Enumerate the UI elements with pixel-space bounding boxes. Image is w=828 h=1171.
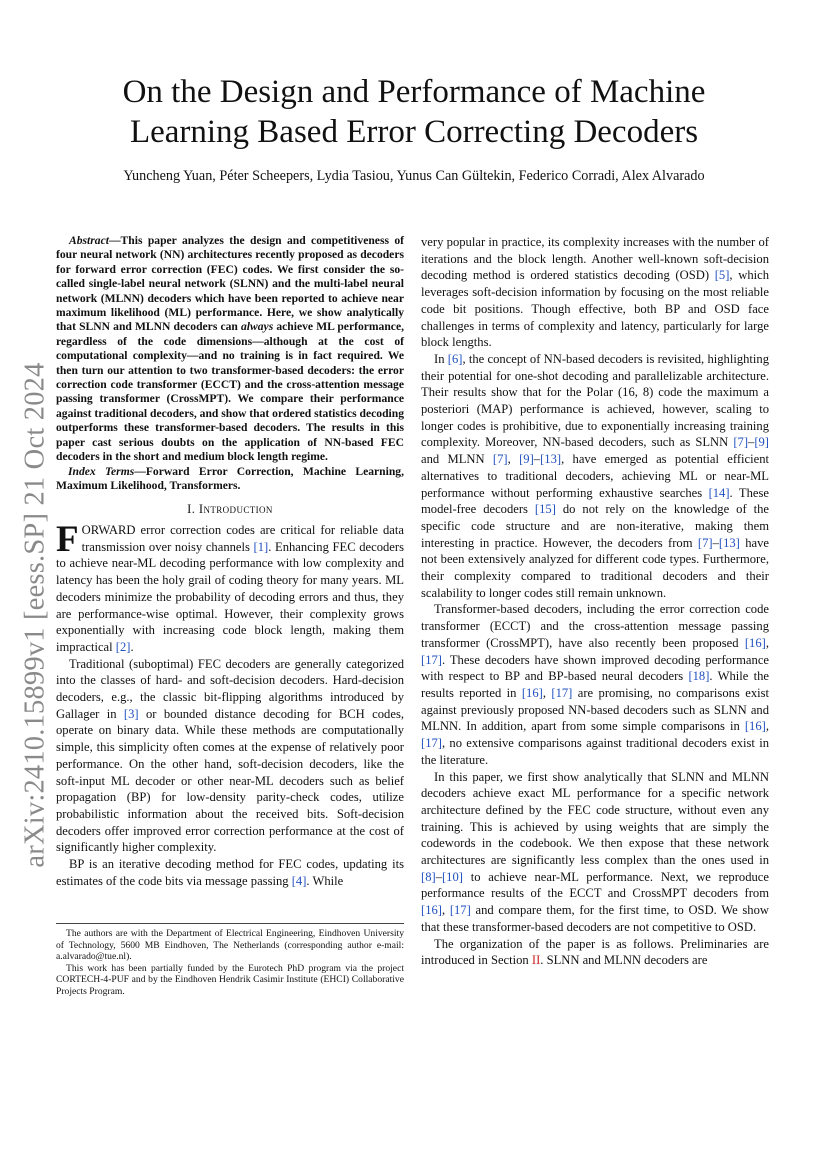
intro-paragraph-3: BP is an iterative decoding method for FEC codes, updating its estimates of the code bits via message passing [4]. While (56, 857, 404, 888)
citation-link[interactable]: [17] (421, 652, 442, 667)
citation-link[interactable]: [7] (733, 435, 749, 450)
intro-paragraph-1-text: ORWARD error correction codes are critical for reliable data transmission over noisy channels [1]. Enhancing FEC decoders to achieve near-ML decoding performance with low complexity and latency has been the holy grail of coding theory for many years. ML decoders minimize the probability of decoding errors and thus, they are performance-wise optimal. However, their complexity grows exponentially with increasing code block length, making them impractical [2]. (56, 523, 404, 654)
index-terms (56, 465, 404, 494)
citation-link[interactable]: [13] (718, 535, 740, 550)
citation-link[interactable]: [9] (754, 435, 769, 450)
citation-link[interactable]: [9] (519, 452, 534, 467)
citation-link[interactable]: [16] (521, 685, 543, 700)
right-column (421, 234, 769, 969)
arxiv-id-text: arXiv:2410.15899v1 [eess.SP] 21 Oct 2024 (20, 362, 51, 868)
right-paragraph-5 (421, 936, 769, 969)
intro-paragraph-2: Traditional (suboptimal) FEC decoders are generally categorized into the classes of hard- and soft-decision decoders. Hard-decision decoders, e.g., the classic bit-flipping algorithms introduced by Gallager in [3] or bounded distance decoding for BCH codes, operate on binary data. While these methods are computationally simple, this simplicity often comes at the expense of relatively poor performance. On the other hand, soft-decision decoders, like the soft-input ML decoder or other near-ML decoders such as belief propagation (BP) for low-density parity-check codes, utilize probabilistic information about the received bits. Soft-decision decoders offer improved error correction performance at the cost of significantly higher complexity. (56, 656, 404, 855)
citation-link[interactable]: [8] (421, 869, 436, 884)
footnote-funding: This work has been partially funded by the Eurotech PhD program via the project CORTECH-4-PUF and by the Eindhoven Hendrik Casimir Institute (EHCI) Collaborative Projects Program. (56, 962, 404, 997)
right-paragraph-4: In this paper, we first show analytically that SLNN and MLNN decoders achieve exact ML performance for a specific network architecture defined by the FEC code structure, without even any training. This is achieved by using weights that are simply the codewords in the codebook. We then expose that these network architectures are significantly less complex than the ones used in [8]–[10] to achieve near-ML performance. Next, we reproduce performance results of the ECCT and CrossMPT decoders from [16], [17] and compare them, for the first time, to OSD. We show that these transformer-based decoders are not competitive to OSD. (421, 769, 769, 934)
citation-link[interactable]: [15] (534, 502, 556, 517)
index-terms-text: —Forward Error Correction, Machine Learning, Maximum Likelihood, Transformers. (56, 464, 404, 492)
footnote-affiliation: The authors are with the Department of Electrical Engineering, Eindhoven University of Technology, 5600 MB Eindhoven, The Netherlands (corresponding author e-mail: a.alvarado@tue.nl). (56, 928, 404, 963)
citation-link[interactable]: [17] (421, 736, 442, 751)
arxiv-identifier (20, 360, 52, 870)
citation-link[interactable]: [17] (449, 903, 471, 918)
citation-link[interactable]: [14] (708, 485, 730, 500)
right-paragraph-1: very popular in practice, its complexity increases with the number of iterations and the block length. Another well-known soft-decision decoding method is ordered statistics decoding (OSD) [5], which leverages soft-decision information by focusing on the most reliable code bit positions. Though effective, both BP and OSD face challenges in terms of complexity and latency, particularly for large block lengths. (421, 235, 769, 350)
abstract (56, 234, 404, 465)
citation-link[interactable]: [16] (744, 635, 766, 650)
section-reference-link[interactable]: II (531, 953, 541, 968)
citation-link[interactable]: [5] (714, 268, 730, 283)
footnotes (56, 923, 404, 998)
citation-link[interactable]: [7] (492, 452, 508, 467)
left-column (56, 234, 404, 889)
citation-link[interactable]: [7] (697, 535, 713, 550)
citation-link[interactable]: [4] (291, 873, 307, 888)
abstract-label: Abstract (69, 234, 109, 247)
abstract-emphasis: always (241, 320, 274, 334)
citation-link[interactable]: [2] (115, 639, 131, 654)
abstract-text-2: achieve ML performance, regardless of the code dimensions—although at the cost of computational complexity—and no training is in fact required. We then turn our attention to two transformer-based decoders: the error correction code transformer (ECCT) and the cross-attention message passing transformer (CrossMPT). We compare their performance against traditional decoders, and show that ordered statistics decoding outperforms these transformer-based decoders. The results in this paper cast serious doubts on the application of NN-based FEC decoders in the short and medium block length regime. (56, 320, 404, 464)
citation-link[interactable]: [17] (551, 685, 573, 700)
drop-cap: F (56, 519, 79, 561)
citation-link[interactable]: [18] (688, 669, 710, 684)
citation-link[interactable]: [16] (744, 719, 766, 734)
right-paragraph-2: In [6], the concept of NN-based decoders is revisited, highlighting their potential for one-shot decoding and parallelizable architecture. Their results show that for the Polar (16, 8) code the maximum a posteriori (MAP) performance is achieved, however, scaling to longer codes is prohibitive, due to exponentially increasing training complexity. Moreover, NN-based decoders, such as SLNN [7]–[9] and MLNN [7], [9]–[13], have emerged as potential efficient alternatives to traditional decoders, achieving ML or near-ML performance without performing exhaustive searches [14]. These model-free decoders [15] do not rely on the knowledge of the specific code structure and are non-iterative, making them interesting in practice. However, the decoders from [7]–[13] have not been extensively analyzed for different code types. Furthermore, their complexity compared to traditional decoders and their scalability to longer codes still remain unknown. (421, 351, 770, 600)
citation-link[interactable]: [13] (540, 452, 562, 467)
citation-link[interactable]: [16] (421, 903, 442, 918)
right-paragraph-5-text-a: The organization of the paper is as follows. Preliminaries are introduced in Section (421, 936, 769, 968)
right-paragraph-3: Transformer-based decoders, including the error correction code transformer (ECCT) and the cross-attention message passing transformer (CrossMPT), have also recently been proposed [16], [17]. These decoders have shown improved decoding performance with respect to BP and BP-based neural decoders [18]. While the results reported in [16], [17] are promising, no comparisons exist against previously proposed NN-based decoders such as SLNN and MLNN. In addition, apart from some simple comparisons in [16], [17], no extensive comparisons against traditional decoders exist in the literature. (421, 602, 770, 767)
section-heading-introduction: I. Introduction (187, 502, 273, 517)
abstract-text-1: —This paper analyzes the design and competitiveness of four neural network (NN) architectures recently proposed as decoders for forward error correction (FEC) codes. We first consider the so-called single-label neural network (SLNN) and the multi-label neural network (MLNN) decoders which have been reported to achieve near maximum likelihood (ML) performance. Here, we show analytically that SLNN and MLNN decoders can (56, 234, 404, 334)
right-paragraph-5-text-b: . SLNN and MLNN decoders are (540, 953, 708, 968)
citation-link[interactable]: [10] (441, 869, 463, 884)
citation-link[interactable]: [1] (253, 539, 269, 554)
paper-title: On the Design and Performance of Machine Learning Based Error Correcting Decoders (122, 74, 706, 150)
citation-link[interactable]: [3] (123, 706, 139, 721)
author-list: Yuncheng Yuan, Péter Scheepers, Lydia Tasiou, Yunus Can Gültekin, Federico Corradi, Alex Alvarado (123, 168, 705, 184)
index-terms-label: Index Terms (68, 464, 135, 478)
intro-paragraph-1 (56, 519, 404, 656)
citation-link[interactable]: [6] (447, 351, 463, 366)
